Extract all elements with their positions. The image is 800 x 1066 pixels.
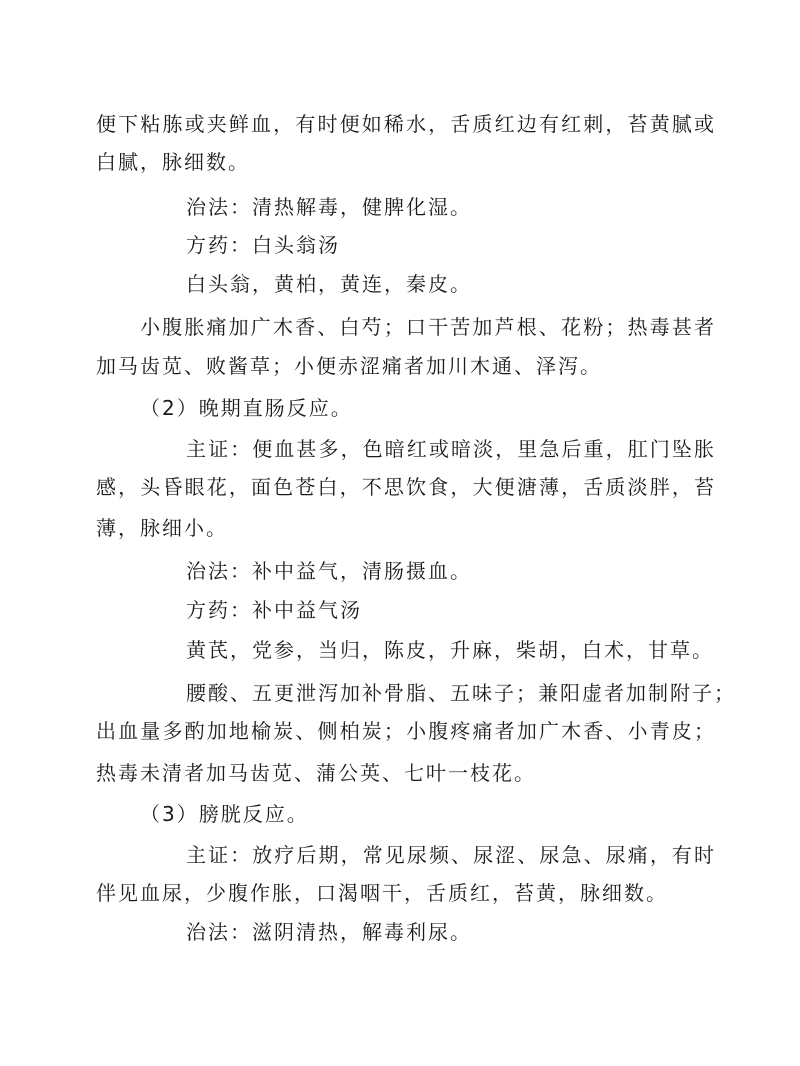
text-line: 伴见血尿，少腹作胀，口渴咽干，舌质红，苔黄，脉细数。 <box>96 881 668 905</box>
text-line: 主证：便血甚多，色暗红或暗淡，里急后重，肛门坠胀 <box>186 437 716 461</box>
section-heading: （3）膀胱反应。 <box>140 802 309 826</box>
text-line: 感，头昏眼花，面色苍白，不思饮食，大便溏薄，舌质淡胖，苔 <box>96 475 716 499</box>
text-line: 出血量多酌加地榆炭、侧柏炭；小腹疼痛者加广木香、小青皮； <box>96 719 716 743</box>
text-line: 加马齿苋、败酱草；小便赤涩痛者加川木通、泽泻。 <box>96 354 602 378</box>
text-line: 治法：滋阴清热，解毒利尿。 <box>186 920 472 944</box>
text-line: 腰酸、五更泄泻加补骨脂、五味子；兼阳虚者加制附子； <box>186 681 736 705</box>
text-line: 治法：清热解毒，健脾化湿。 <box>186 195 472 219</box>
text-line: 便下粘胨或夹鲜血，有时便如稀水，舌质红边有红刺，苔黄腻或 <box>96 112 716 136</box>
section-heading: （2）晚期直肠反应。 <box>140 396 353 420</box>
text-line: 小腹胀痛加广木香、白芍；口干苦加芦根、花粉；热毒甚者 <box>140 315 716 339</box>
text-line: 白头翁，黄柏，黄连，秦皮。 <box>186 272 472 296</box>
text-line: 方药：补中益气汤 <box>186 598 362 622</box>
text-line: 热毒未清者加马齿苋、蒲公英、七叶一枝花。 <box>96 761 536 785</box>
text-line: 主证：放疗后期，常见尿频、尿涩、尿急、尿痛，有时 <box>186 843 716 867</box>
text-line: 黄芪，党参，当归，陈皮，升麻，柴胡，白术，甘草。 <box>186 638 714 662</box>
text-line: 治法：补中益气，清肠摄血。 <box>186 559 472 583</box>
text-line: 薄，脉细小。 <box>96 516 228 540</box>
text-line: 白腻，脉细数。 <box>96 150 250 174</box>
text-line: 方药：白头翁汤 <box>186 233 340 257</box>
